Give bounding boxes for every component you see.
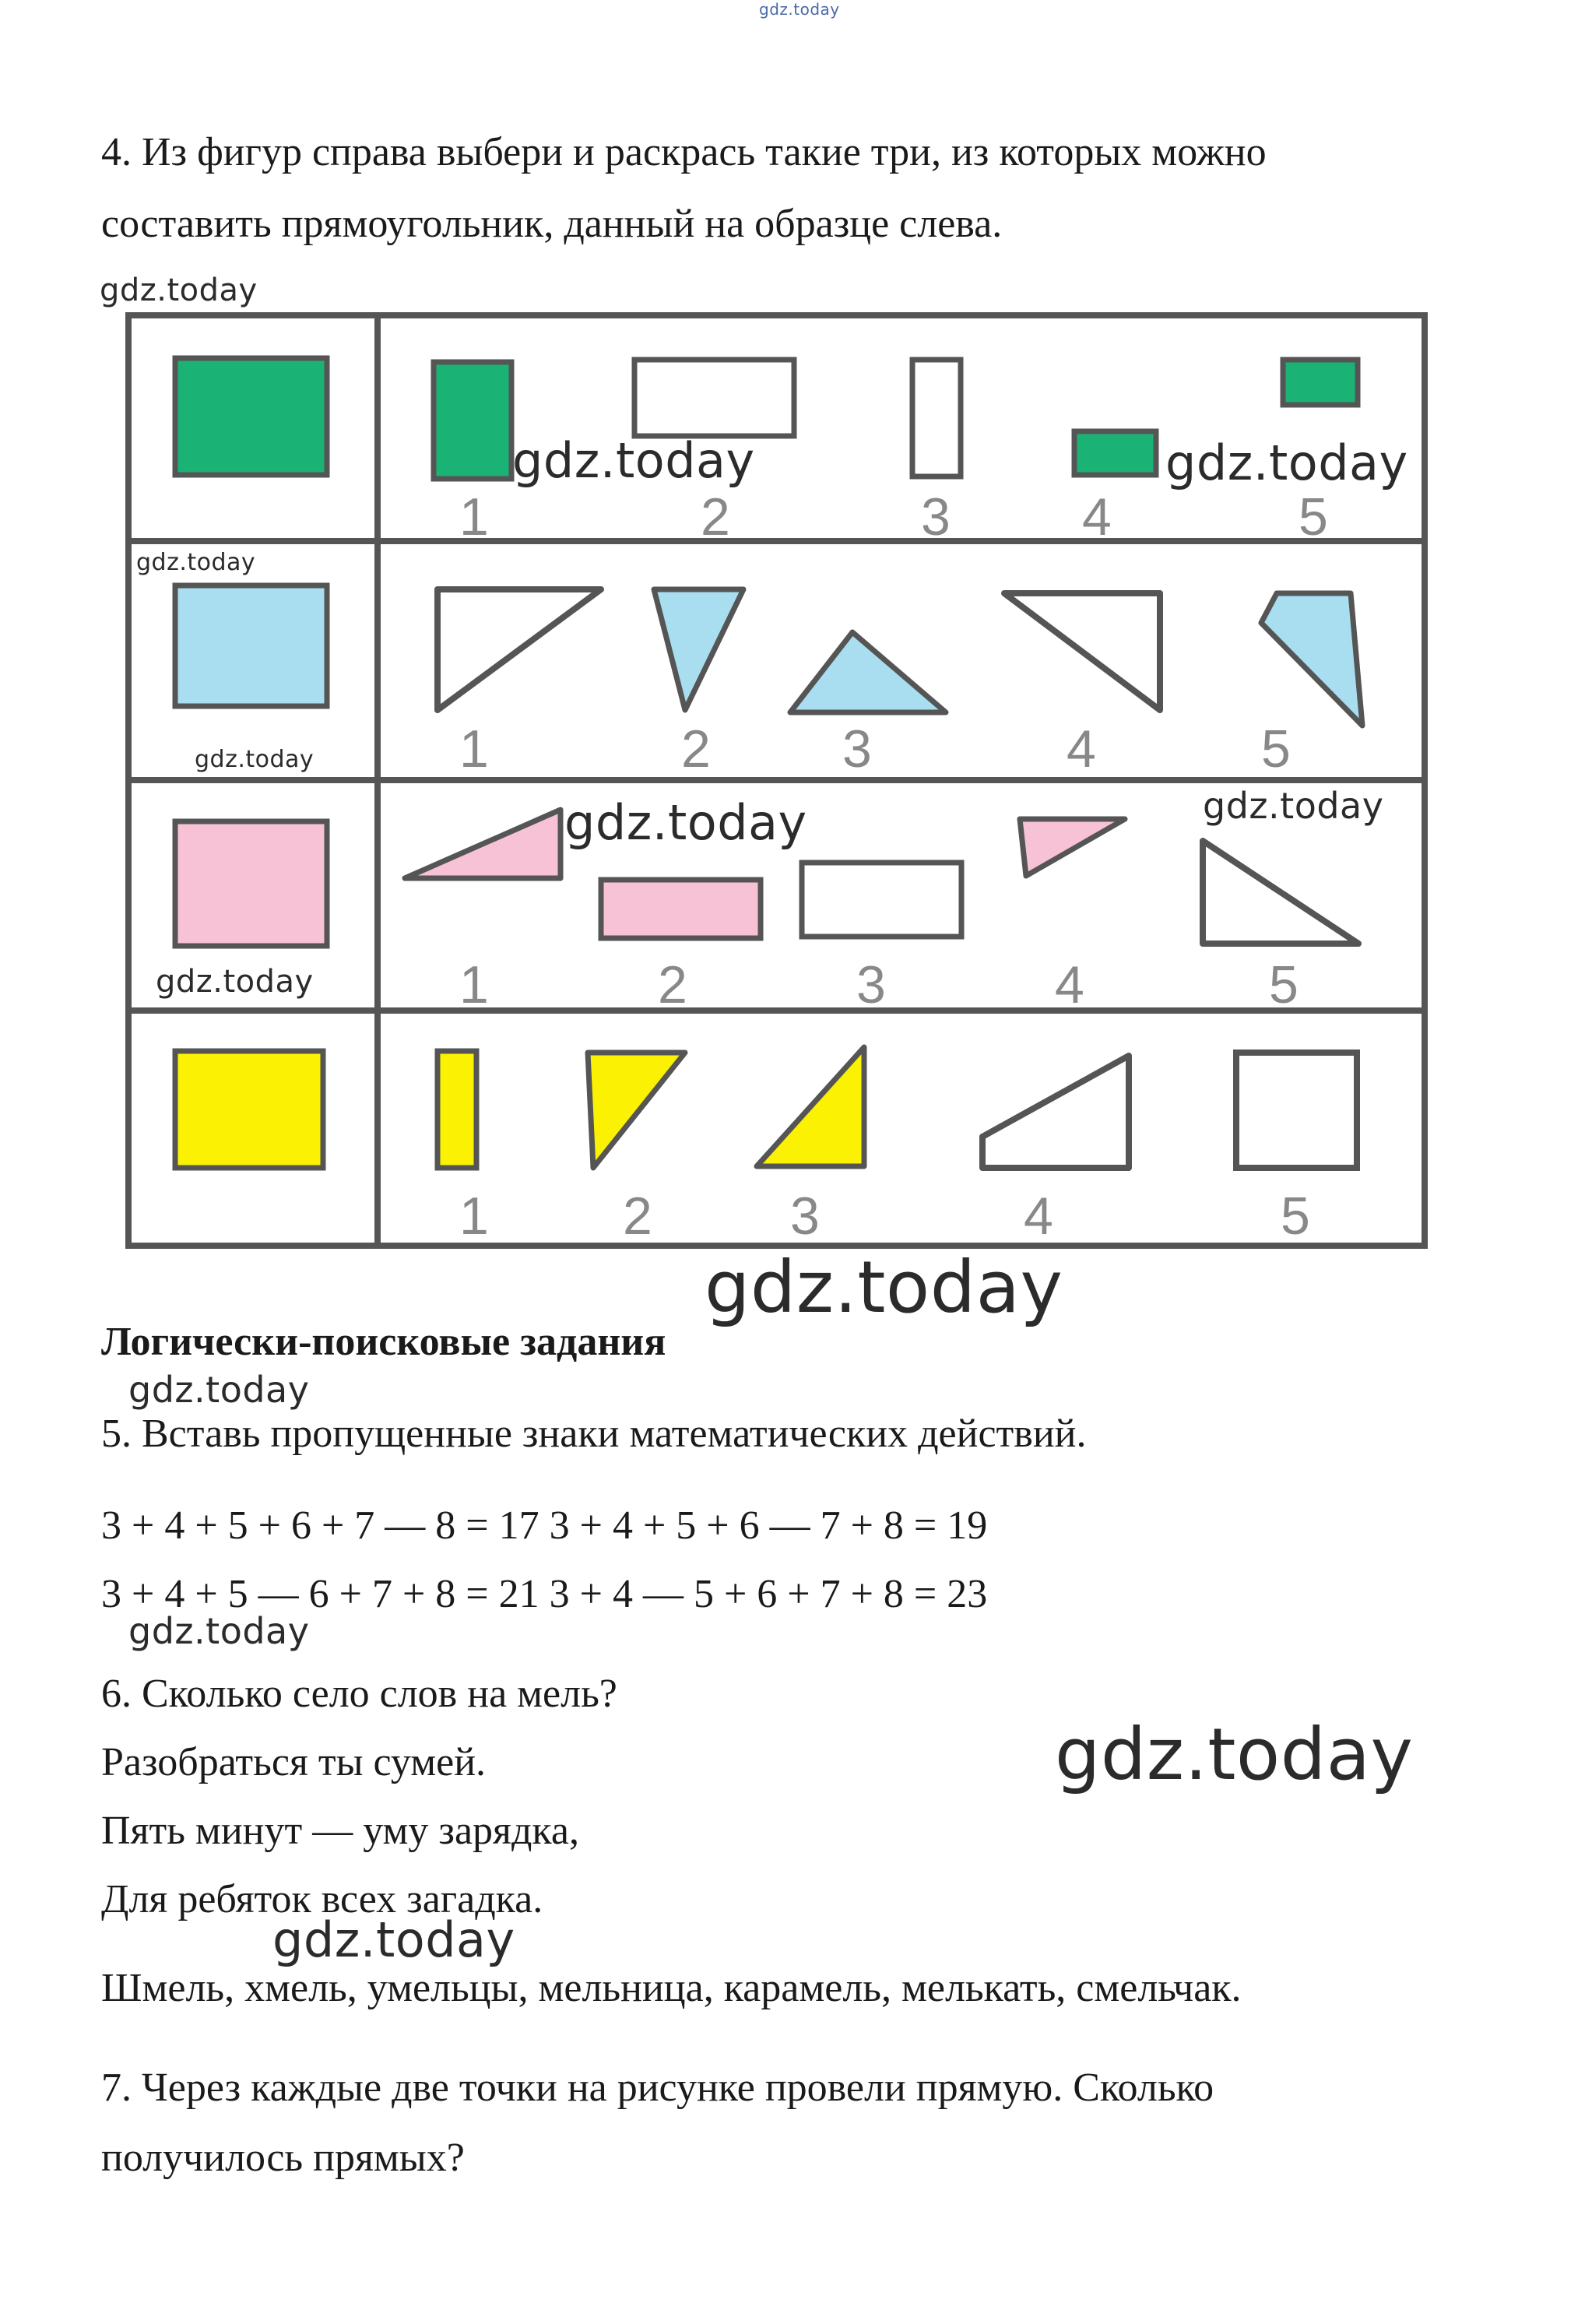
row2-shape-5 [1261, 593, 1362, 726]
row4-shape-1 [438, 1051, 476, 1168]
row3-shape-5 [1203, 841, 1358, 944]
row3-label-4: 4 [1055, 955, 1084, 1014]
row1-shape-5 [1283, 360, 1358, 405]
watermark: gdz.today [564, 794, 807, 851]
row2-label-2: 2 [681, 719, 711, 779]
watermark: gdz.today [705, 1246, 1063, 1329]
row3-shape-1 [405, 810, 561, 878]
watermark: gdz.today [156, 964, 314, 1000]
row4-shape-2 [588, 1053, 685, 1168]
watermark: gdz.today [195, 746, 315, 773]
task5-title: 5. Вставь пропущенные знаки математических действий. [101, 1412, 1087, 1456]
row4-shape-4 [982, 1056, 1129, 1168]
watermark: gdz.today [272, 1911, 515, 1968]
row2-shape-3 [790, 632, 946, 712]
row2-label-1: 1 [459, 719, 489, 779]
row2-label-4: 4 [1067, 719, 1096, 779]
row1-shape-1 [434, 362, 511, 479]
watermark: gdz.today [100, 272, 258, 308]
row2-sample-square [175, 585, 327, 706]
row4-label-5: 5 [1281, 1187, 1310, 1246]
task5-equation-2: 3 + 4 + 5 — 6 + 7 + 8 = 21 3 + 4 — 5 + 6 + 7 + 8 = 23 [101, 1572, 988, 1616]
row3-sample-square [175, 821, 327, 946]
row3-shape-3 [802, 863, 961, 937]
watermark: gdz.today [1055, 1713, 1414, 1796]
row4-sample-square [175, 1051, 323, 1168]
row1-shape-4 [1074, 431, 1156, 475]
row3-shape-2 [601, 880, 761, 938]
row1-label-2: 2 [701, 487, 730, 547]
row1-label-4: 4 [1082, 487, 1112, 547]
task4-line2: составить прямоугольник, данный на образце слева. [101, 202, 1003, 246]
row1-sample-square [175, 358, 327, 475]
row4-label-1: 1 [459, 1187, 489, 1246]
watermark: gdz.today [128, 1610, 310, 1652]
watermark: gdz.today [1165, 434, 1408, 491]
row4-shape-3 [757, 1047, 864, 1166]
row4-shape-5 [1236, 1053, 1357, 1168]
row2-label-3: 3 [842, 719, 872, 779]
row1-shape-2 [634, 360, 794, 436]
task7-line1: 7. Через каждые две точки на рисунке провели прямую. Сколько [101, 2066, 1214, 2110]
row3-shape-4 [1020, 819, 1125, 876]
watermark: gdz.today [128, 1369, 310, 1411]
row3-label-1: 1 [459, 955, 489, 1014]
watermark: gdz.today [512, 432, 755, 489]
row1-label-1: 1 [459, 487, 489, 547]
task7-line2: получилось прямых? [101, 2136, 465, 2180]
row3-label-3: 3 [856, 955, 886, 1014]
watermark: gdz.today [136, 549, 256, 576]
section-heading: Логически-поисковые задания [101, 1320, 666, 1364]
row3-label-2: 2 [658, 955, 687, 1014]
task4-line1: 4. Из фигур справа выбери и раскрась такие три, из которых можно [101, 130, 1267, 174]
header-watermark: gdz.today [759, 0, 840, 19]
row2-shape-4 [1004, 593, 1160, 710]
task5-equation-1: 3 + 4 + 5 + 6 + 7 — 8 = 17 3 + 4 + 5 + 6 — 7 + 8 = 19 [101, 1503, 988, 1548]
row2-shape-1 [438, 589, 601, 710]
task6-words: Шмель, хмель, умельцы, мельница, карамель, мелькать, смельчак. [101, 1966, 1242, 2010]
task6-poem-line1: Разобраться ты сумей. [101, 1740, 487, 1784]
row1-label-3: 3 [921, 487, 951, 547]
row4-label-4: 4 [1024, 1187, 1053, 1246]
row1-label-5: 5 [1299, 487, 1328, 547]
watermark: gdz.today [1203, 785, 1384, 827]
task6-title: 6. Сколько село слов на мель? [101, 1672, 617, 1716]
row1-shape-3 [912, 360, 961, 476]
row4-label-2: 2 [623, 1187, 652, 1246]
task6-poem-line3: Для ребяток всех загадка. [101, 1877, 543, 1921]
row4-label-3: 3 [790, 1187, 820, 1246]
row3-label-5: 5 [1269, 955, 1299, 1014]
row2-label-5: 5 [1261, 719, 1291, 779]
task6-poem-line2: Пять минут — уму зарядка, [101, 1809, 579, 1853]
row2-shape-2 [654, 589, 743, 710]
